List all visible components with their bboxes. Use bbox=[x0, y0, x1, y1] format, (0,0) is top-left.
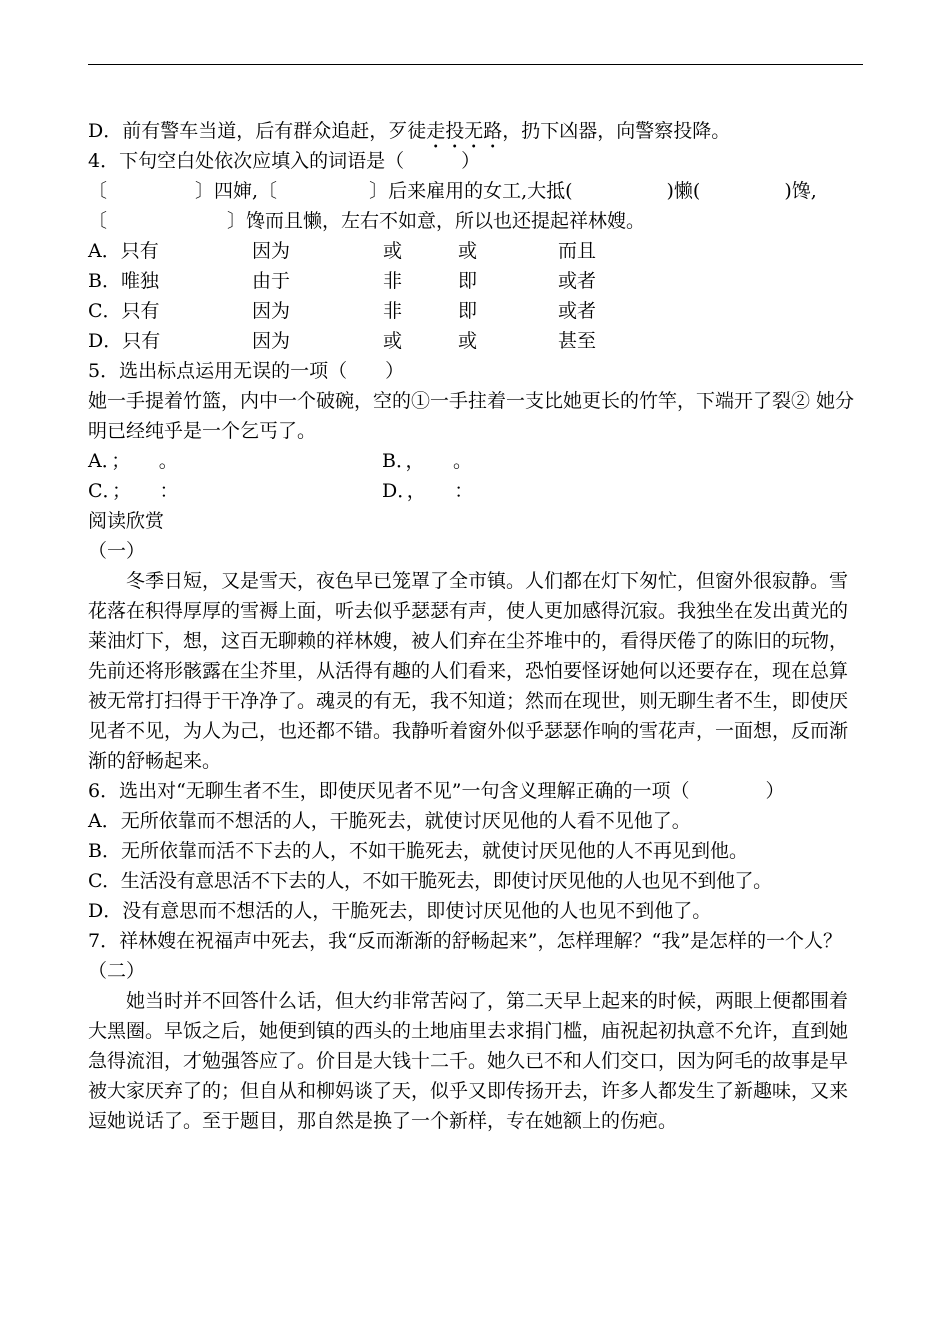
q4-sentence-line1 bbox=[88, 176, 863, 206]
document-page bbox=[88, 116, 863, 1136]
q6-option-c: C．生活没有意思活不下去的人，不如干脆死去，即使讨厌见他的人也见不到他了。 bbox=[88, 870, 772, 892]
q5-option-b: B．， 。 bbox=[382, 450, 472, 472]
q4-sentence-fragment: 〕馋而且懒，左右不如意，所以也还提起祥林嫂。 bbox=[227, 210, 646, 232]
option-word: 非 bbox=[383, 270, 403, 292]
section-heading: 阅读欣赏 bbox=[88, 510, 165, 532]
q4-sentence-fragment: )馋, bbox=[784, 180, 817, 202]
q6-option-a: A．无所依靠而不想活的人，干脆死去，就使讨厌见他的人看不见他了。 bbox=[88, 810, 691, 832]
option-word: 或 bbox=[383, 240, 403, 262]
option-label: A．只有 bbox=[88, 240, 159, 262]
q5-options-row1 bbox=[88, 446, 863, 476]
q4-stem: 4．下句空白处依次应填入的词语是（ ） bbox=[88, 150, 481, 172]
q6-option-b: B．无所依靠而活不下去的人，不如干脆死去，就使讨厌见他的人不再见到他。 bbox=[88, 840, 748, 862]
option-word: 即 bbox=[458, 270, 478, 292]
part1-passage: 冬季日短，又是雪天，夜色早已笼罩了全市镇。人们都在灯下匆忙，但窗外很寂静。雪花落在积得厚厚的雪褥上面，听去似乎瑟瑟有声，使人更加感得沉寂。我独坐在发出黄光的莱油灯下，想，这百无聊赖的祥林嫂，被人们弃在尘芥堆中的，看得厌倦了的陈旧的玩物，先前还将形骸露在尘芥里，从活得有趣的人们看来，恐怕要怪讶她何以还要存在，现在总算被无常打扫得于干净净了。魂灵的有无，我不知道；然而在现世，则无聊生者不生，即使厌见者不见，为人为己，也还都不错。我静听着窗外似乎瑟瑟作响的雪花声，一面想，反而渐渐的舒畅起来。 bbox=[88, 570, 849, 772]
q3-option-d-text-a: D．前有警车当道，后有群众追赶，歹徒 bbox=[88, 120, 427, 142]
q4-sentence-line2 bbox=[88, 206, 863, 236]
part2-label: （二） bbox=[88, 960, 146, 982]
option-word: 由于 bbox=[252, 270, 291, 292]
q3-option-d bbox=[88, 116, 863, 146]
option-label: D．只有 bbox=[88, 330, 161, 352]
option-word: 或者 bbox=[558, 300, 597, 322]
q4-option-b bbox=[88, 266, 863, 296]
part1-label: （一） bbox=[88, 540, 146, 562]
option-word: 或 bbox=[383, 330, 403, 352]
q5-option-d: D．， ： bbox=[382, 480, 474, 502]
option-word: 或 bbox=[458, 240, 478, 262]
q6-stem: 6．选出对“无聊生者不生，即使厌见者不见”一句含义理解正确的一项（ ） bbox=[88, 780, 785, 802]
option-word: 或者 bbox=[558, 270, 597, 292]
q7-stem: 7．祥林嫂在祝福声中死去，我“反而渐渐的舒畅起来”，怎样理解？“我”是怎样的一个人？ bbox=[88, 930, 842, 952]
q4-option-c bbox=[88, 296, 863, 326]
option-word: 非 bbox=[383, 300, 403, 322]
option-label: B．唯独 bbox=[88, 270, 159, 292]
option-label: C．只有 bbox=[88, 300, 160, 322]
q5-sentence: 她一手提着竹篮，内中一个破碗，空的①一手拄着一支比她更长的竹竿，下端开了裂② 她分明已经纯乎是一个乞丐了。 bbox=[88, 390, 855, 442]
q4-sentence-fragment: )懒( bbox=[666, 180, 701, 202]
q3-option-d-emphasized: 走投无路 bbox=[426, 120, 503, 142]
q5-option-a: A．； 。 bbox=[88, 450, 178, 472]
q4-option-a bbox=[88, 236, 863, 266]
q5-stem: 5．选出标点运用无误的一项（ ） bbox=[88, 360, 405, 382]
option-word: 因为 bbox=[252, 240, 291, 262]
option-word: 甚至 bbox=[558, 330, 597, 352]
option-word: 即 bbox=[458, 300, 478, 322]
option-word: 因为 bbox=[252, 330, 291, 352]
q4-bracket: 〔 bbox=[88, 180, 108, 202]
option-word: 因为 bbox=[252, 300, 291, 322]
option-word: 而且 bbox=[558, 240, 597, 262]
q4-bracket: 〔 bbox=[88, 210, 108, 232]
q4-sentence-fragment: 〕四婶,〔 bbox=[195, 180, 278, 202]
q6-option-d: D．没有意思而不想活的人，干脆死去，即使讨厌见他的人也见不到他了。 bbox=[88, 900, 712, 922]
option-word: 或 bbox=[458, 330, 478, 352]
q3-option-d-text-b: ，扔下凶器，向警察投降。 bbox=[502, 120, 731, 142]
header-rule bbox=[88, 64, 863, 65]
q5-option-c: C．； ： bbox=[88, 480, 179, 502]
q4-sentence-fragment: 〕后来雇用的女工,大抵( bbox=[369, 180, 573, 202]
q4-option-d bbox=[88, 326, 863, 356]
q5-options-row2 bbox=[88, 476, 863, 506]
part2-passage: 她当时并不回答什么话，但大约非常苦闷了，第二天早上起来的时候，两眼上便都围着大黑圈。早饭之后，她便到镇的西头的土地庙里去求捐门槛，庙祝起初执意不允许，直到她急得流泪，才勉强答应了。价目是大钱十二千。她久已不和人们交口，因为阿毛的故事是早被大家厌弃了的；但自从和柳妈谈了天，似乎又即传扬开去，许多人都发生了新趣味，又来逗她说话了。至于题目，那自然是换了一个新样，专在她额上的伤疤。 bbox=[88, 990, 849, 1132]
